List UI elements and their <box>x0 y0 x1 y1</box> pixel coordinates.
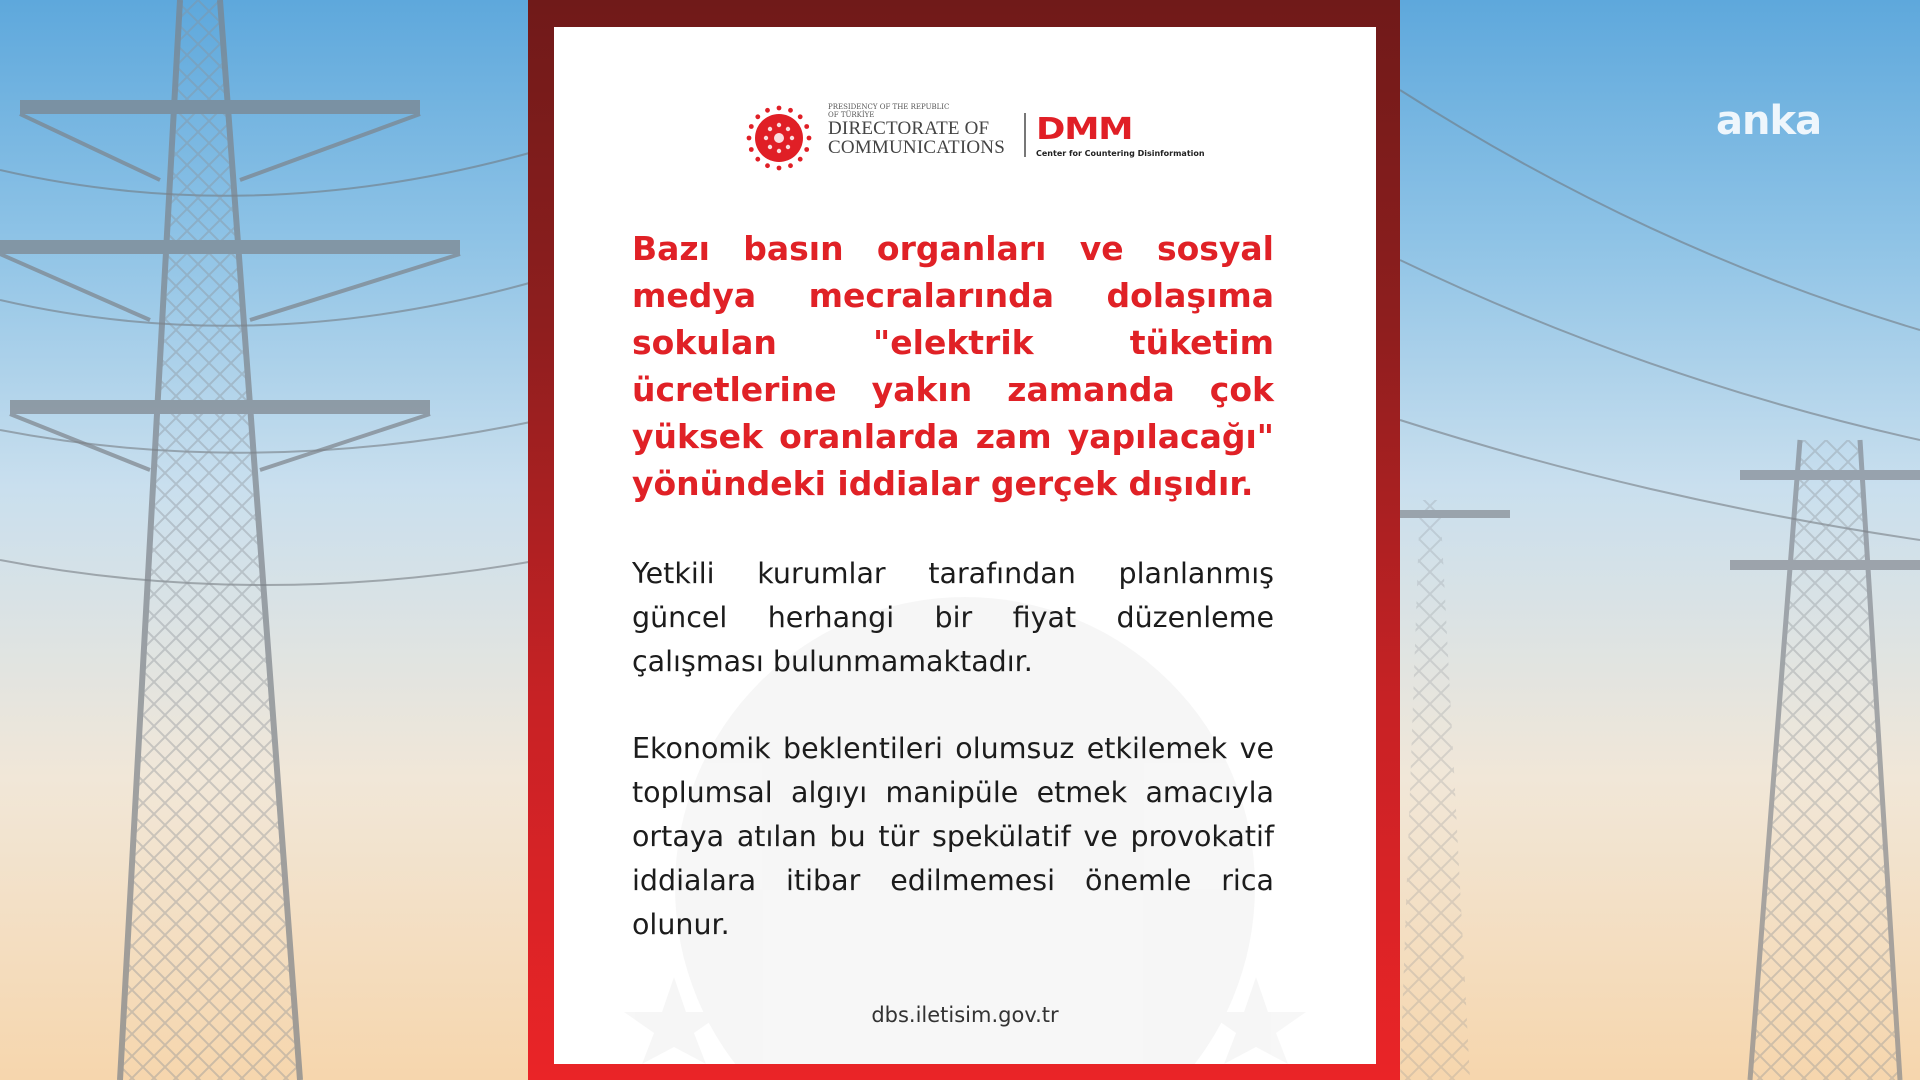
announcement-card <box>554 27 1376 1064</box>
presidential-seal-icon <box>744 103 814 173</box>
dmm-logo: DMM <box>1036 112 1133 147</box>
headline: Bazı basın organları ve sosyal medya mecralarında dolaşıma sokulan "elektrik tüketim ücretlerine yakın zamanda çok yüksek oranlarda zam yapılacağı" yönündeki iddialar gerçek dışıdır. <box>632 229 1274 503</box>
presidency-text: PRESIDENCY OF THE REPUBLIC OF TÜRKİYE <box>828 103 950 119</box>
left-pylon <box>0 0 460 1080</box>
header-logos <box>744 99 1204 175</box>
logo-divider <box>1024 113 1026 157</box>
body-paragraph-2: Ekonomik beklentileri olumsuz etkilemek ve toplumsal algıyı manipüle etmek amacıyla ortaya atılan bu tür spekülatif ve provokatif iddialara itibar edilmemesi önemle rica olunur. <box>632 732 1274 941</box>
directorate-title: DIRECTORATE OF COMMUNICATIONS <box>828 118 1005 158</box>
announcement-card-frame <box>528 0 1400 1080</box>
right-pylon <box>1400 440 1920 1080</box>
dmm-subtitle: Center for Countering Disinformation <box>1036 149 1205 158</box>
website-url: dbs.iletisim.gov.tr <box>871 1003 1059 1027</box>
anka-watermark: anka <box>1716 98 1822 144</box>
body-paragraph-1: Yetkili kurumlar tarafından planlanmış güncel herhangi bir fiyat düzenleme çalışması bulunmamaktadır. <box>632 557 1274 678</box>
